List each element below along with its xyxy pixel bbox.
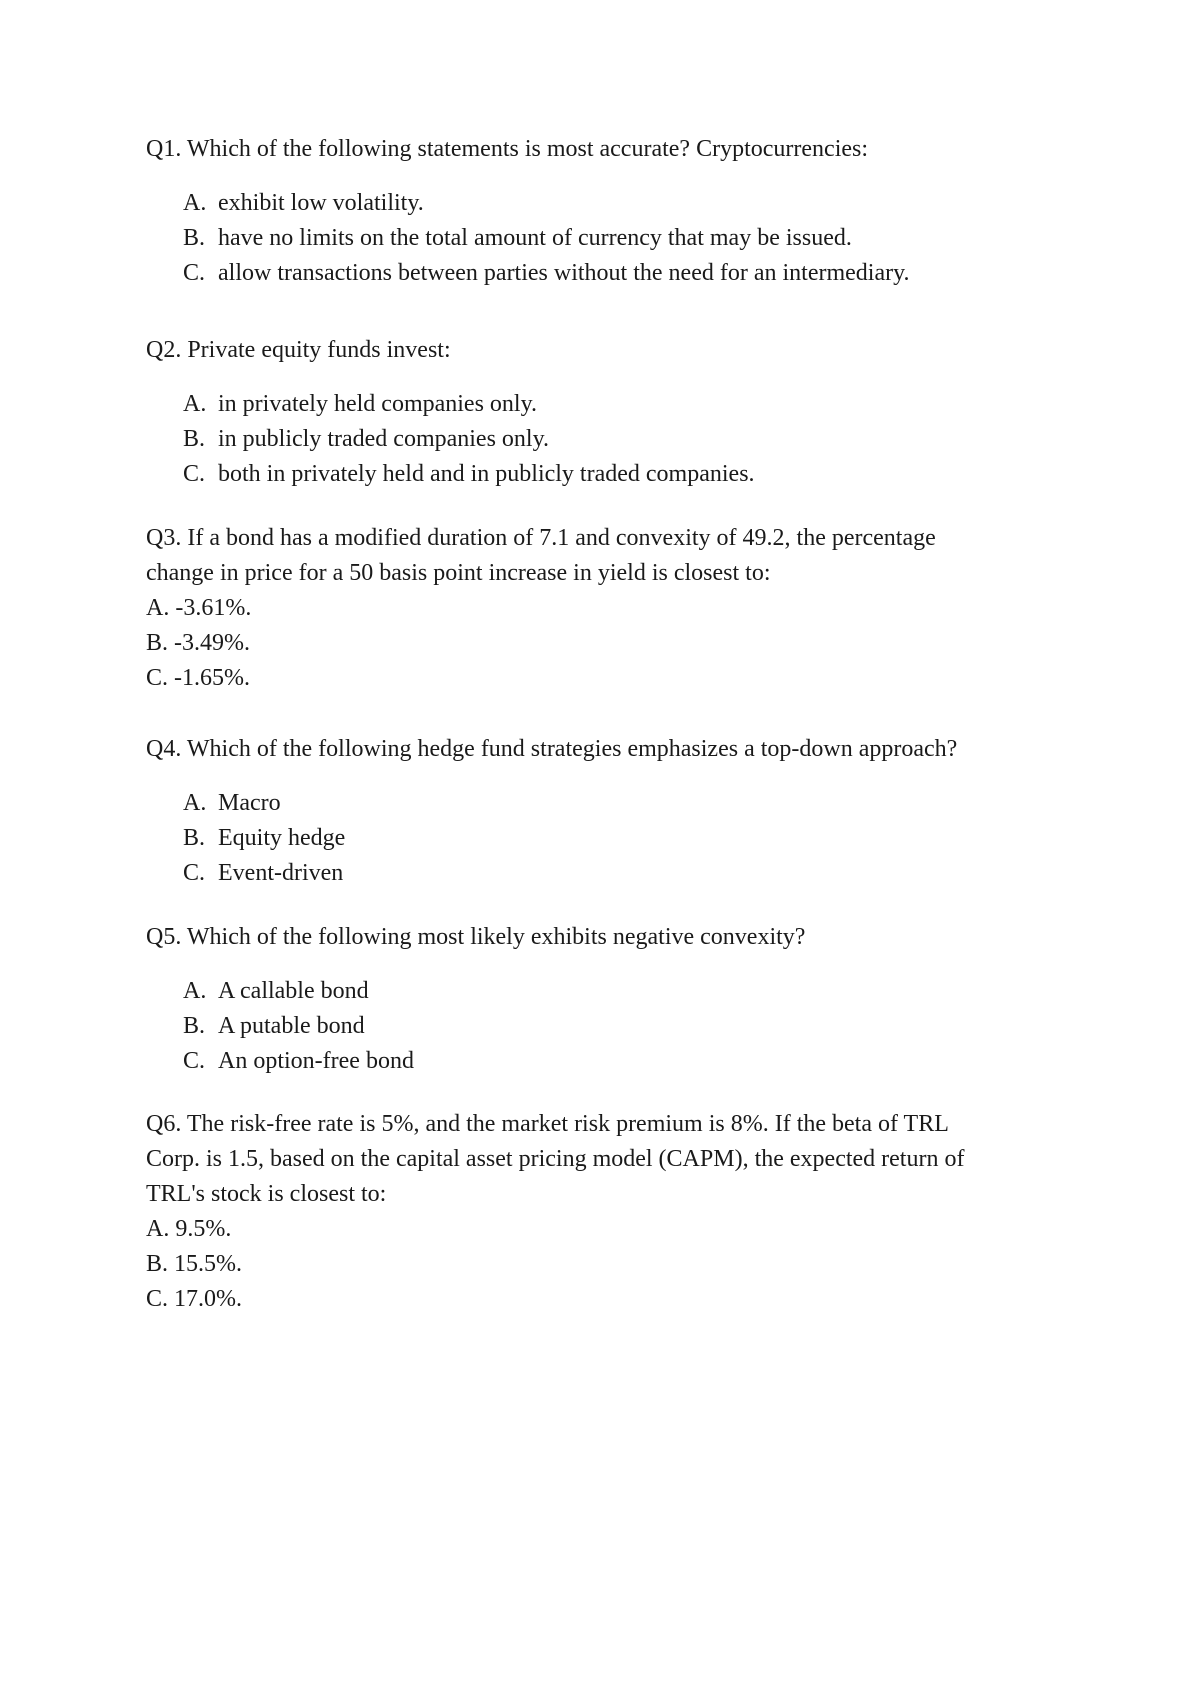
option-label: C. bbox=[183, 860, 206, 886]
option-text: both in privately held and in publicly traded companies. bbox=[218, 461, 755, 487]
option-label: B. bbox=[183, 426, 206, 452]
option-list bbox=[146, 387, 1066, 492]
option-list bbox=[146, 186, 1066, 291]
option-text: Macro bbox=[218, 790, 281, 816]
option-text: allow transactions between parties without the need for an intermediary. bbox=[218, 260, 910, 286]
stem-line: change in price for a 50 basis point increase in yield is closest to: bbox=[146, 560, 771, 586]
question-stem: Q1. Which of the following statements is most accurate? Cryptocurrencies: bbox=[146, 136, 869, 162]
question-stem: Q5. Which of the following most likely exhibits negative convexity? bbox=[146, 924, 806, 950]
option-list bbox=[146, 974, 1066, 1079]
option-c bbox=[146, 1044, 1066, 1079]
option-c bbox=[146, 856, 1066, 891]
option-text: Event-driven bbox=[218, 860, 344, 886]
option-label: B. bbox=[183, 1013, 206, 1039]
option-a bbox=[146, 186, 1066, 221]
question-5 bbox=[146, 920, 1066, 1079]
option-list bbox=[146, 591, 1066, 696]
option-list bbox=[146, 786, 1066, 891]
option-c bbox=[146, 457, 1066, 492]
option-text: in privately held companies only. bbox=[218, 391, 538, 417]
question-2 bbox=[146, 333, 1066, 492]
option-b: B. 15.5%. bbox=[146, 1251, 242, 1277]
option-label: A. bbox=[183, 190, 207, 216]
option-label: A. bbox=[183, 978, 207, 1004]
question-1 bbox=[146, 132, 1066, 291]
question-3 bbox=[146, 521, 1066, 696]
option-text: A callable bond bbox=[218, 978, 369, 1004]
option-b bbox=[146, 1009, 1066, 1044]
stem-line: Corp. is 1.5, based on the capital asset pricing model (CAPM), the expected return of bbox=[146, 1146, 965, 1172]
option-label: A. bbox=[183, 391, 207, 417]
question-4 bbox=[146, 732, 1066, 891]
option-label: A. bbox=[183, 790, 207, 816]
option-label: B. bbox=[183, 825, 206, 851]
option-label: C. bbox=[183, 260, 206, 286]
option-a: A. -3.61%. bbox=[146, 595, 252, 621]
question-6 bbox=[146, 1107, 1066, 1317]
option-text: have no limits on the total amount of currency that may be issued. bbox=[218, 225, 852, 251]
option-c: C. 17.0%. bbox=[146, 1286, 242, 1312]
option-a bbox=[146, 974, 1066, 1009]
option-text: A putable bond bbox=[218, 1013, 365, 1039]
option-label: B. bbox=[183, 225, 206, 251]
option-text: exhibit low volatility. bbox=[218, 190, 424, 216]
option-label: C. bbox=[183, 461, 206, 487]
option-b bbox=[146, 821, 1066, 856]
option-label: C. bbox=[183, 1048, 206, 1074]
question-stem bbox=[146, 1107, 1066, 1212]
option-text: Equity hedge bbox=[218, 825, 346, 851]
question-stem: Q4. Which of the following hedge fund strategies emphasizes a top-down approach? bbox=[146, 736, 958, 762]
option-text: in publicly traded companies only. bbox=[218, 426, 550, 452]
option-b: B. -3.49%. bbox=[146, 630, 250, 656]
option-c bbox=[146, 256, 1066, 291]
question-stem bbox=[146, 521, 1066, 591]
option-a: A. 9.5%. bbox=[146, 1216, 232, 1242]
option-list bbox=[146, 1212, 1066, 1317]
question-stem: Q2. Private equity funds invest: bbox=[146, 337, 451, 363]
option-text: An option-free bond bbox=[218, 1048, 414, 1074]
stem-line: Q6. The risk-free rate is 5%, and the market risk premium is 8%. If the beta of TRL bbox=[146, 1111, 949, 1137]
option-a bbox=[146, 786, 1066, 821]
option-b bbox=[146, 422, 1066, 457]
stem-line: Q3. If a bond has a modified duration of 7.1 and convexity of 49.2, the percentage bbox=[146, 525, 936, 551]
option-b bbox=[146, 221, 1066, 256]
option-a bbox=[146, 387, 1066, 422]
option-c: C. -1.65%. bbox=[146, 665, 250, 691]
stem-line: TRL's stock is closest to: bbox=[146, 1181, 387, 1207]
